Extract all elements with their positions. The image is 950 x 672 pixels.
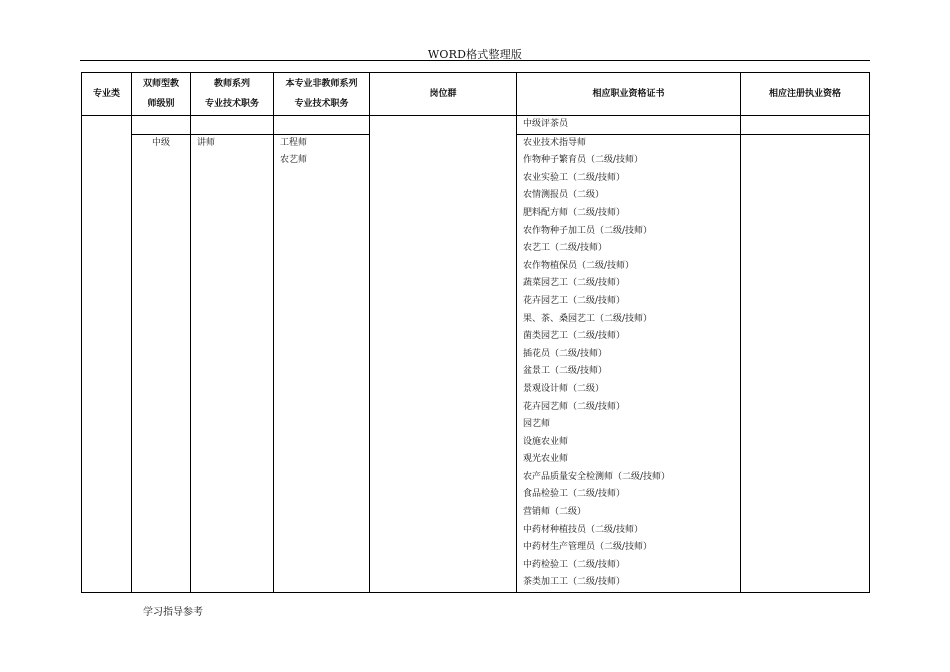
non-teacher-title: 农艺师 [280, 155, 308, 166]
teacher-title-value: 讲师 [197, 137, 216, 148]
certificate-item: 茶类加工工（二级/技师） [523, 577, 626, 588]
certificate-item: 设施农业师 [523, 436, 569, 447]
certificate-item: 作物种子繁育员（二级/技师） [523, 155, 644, 166]
certificate-item: 农艺工（二级/技师） [523, 243, 608, 254]
col-registration: 相应注册执业资格 [741, 73, 870, 116]
level-value: 中级 [151, 137, 170, 148]
certificate-item: 观光农业师 [523, 454, 569, 465]
major-cell [82, 116, 132, 593]
certificate-item: 插花员（二级/技师） [523, 348, 608, 359]
teacher-title-cell [191, 134, 274, 592]
table-header-row [82, 73, 870, 116]
certificate-item: 营销师（二级） [523, 507, 587, 518]
certificate-cell-top [517, 116, 741, 135]
page-footer: 学习指导参考 [143, 607, 203, 618]
page-header: WORD格式整理版 [427, 48, 523, 61]
certificate-item: 肥料配方师（二级/技师） [523, 207, 626, 218]
table-row-top [82, 116, 870, 135]
registration-cell [741, 134, 870, 592]
teacher-title-cell-top [191, 116, 274, 135]
certificate-item: 农作物种子加工员（二级/技师） [523, 225, 653, 236]
positions-cell [370, 116, 517, 593]
non-teacher-title: 工程师 [280, 137, 308, 148]
certificate-item: 中药材生产管理员（二级/技师） [523, 542, 653, 553]
certificate-item: 中药材种植技员（二级/技师） [523, 524, 644, 535]
certificate-item: 蔬菜园艺工（二级/技师） [523, 278, 626, 289]
certificate-item: 中药检验工（二级/技师） [523, 559, 626, 570]
certificate-item: 农业技术指导师 [523, 137, 587, 148]
col-certificates: 相应职业资格证书 [517, 73, 741, 116]
certificate-item: 农业实验工（二级/技师） [523, 172, 626, 183]
certificate-list-cell [517, 134, 741, 592]
non-teacher-cell [274, 134, 370, 592]
certificate-item: 花卉园艺师（二级/技师） [523, 401, 626, 412]
col-non-teacher-series: 本专业非教师系列 专业技术职务 [274, 73, 370, 116]
certificate-item: 果、茶、桑园艺工（二级/技师） [523, 313, 653, 324]
certificate-item: 农情测报员（二级） [523, 190, 605, 201]
certificate-item: 食品检验工（二级/技师） [523, 489, 626, 500]
level-cell [132, 134, 191, 592]
col-dual-teacher-level: 双师型教 师级别 [132, 73, 191, 116]
certificate-item: 盆景工（二级/技师） [523, 366, 608, 377]
certificate-item: 中级评茶员 [523, 119, 569, 129]
certificate-item: 农作物植保员（二级/技师） [523, 260, 635, 271]
col-major: 专业类 [82, 73, 132, 116]
certificate-item: 菌类园艺工（二级/技师） [523, 331, 626, 342]
certificate-item: 花卉园艺工（二级/技师） [523, 295, 626, 306]
header-rule [80, 60, 870, 61]
certificate-item: 景观设计师（二级） [523, 383, 605, 394]
non-teacher-cell-top [274, 116, 370, 135]
col-teacher-series: 教师系列 专业技术职务 [191, 73, 274, 116]
level-cell-top [132, 116, 191, 135]
qualification-table [81, 72, 870, 593]
registration-cell-top [741, 116, 870, 135]
certificate-item: 园艺师 [523, 419, 551, 430]
certificate-item: 农产品质量安全检测师（二级/技师） [523, 471, 671, 482]
col-positions: 岗位群 [370, 73, 517, 116]
